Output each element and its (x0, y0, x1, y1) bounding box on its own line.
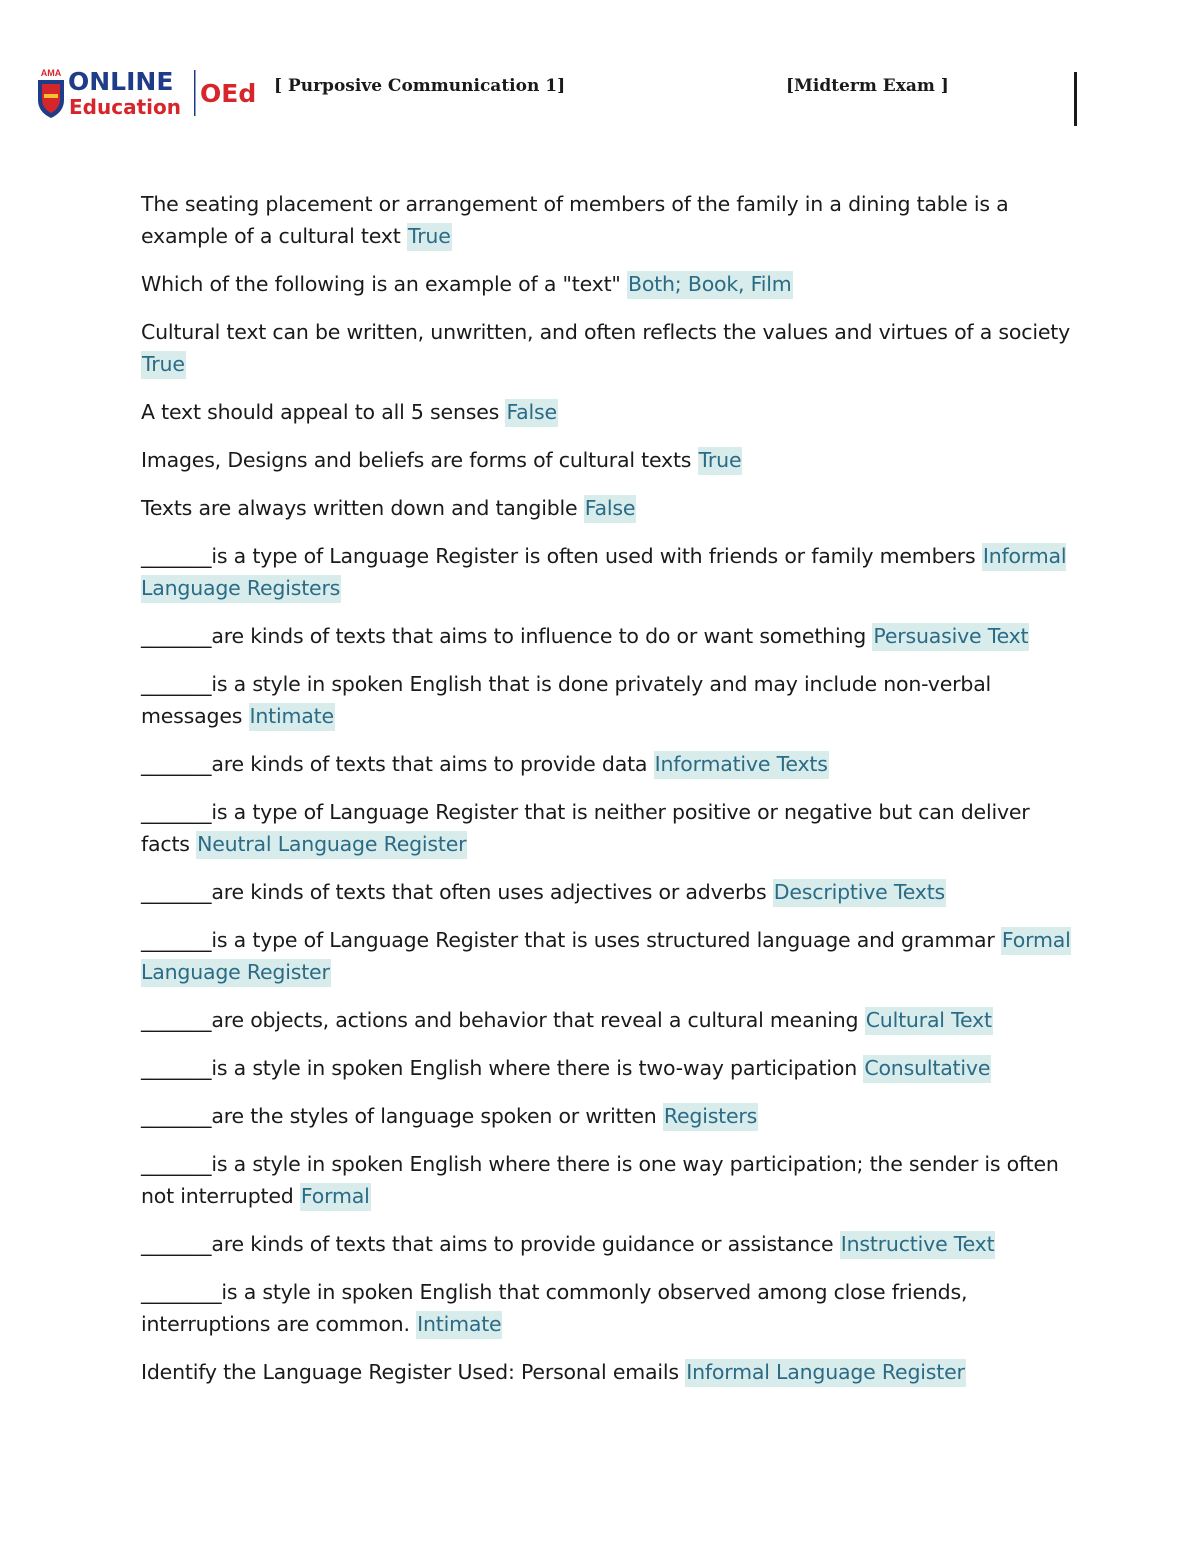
question-text: _______is a style in spoken English where there is two-way participation (141, 1056, 858, 1080)
question-item (141, 748, 1071, 780)
question-item (141, 444, 1071, 476)
header-vertical-rule (1074, 72, 1077, 126)
question-item (141, 1100, 1071, 1132)
shield-crest-icon (38, 68, 64, 118)
question-text: _______is a style in spoken English where there is one way participation; the sender is often not interrupted (141, 1152, 1059, 1208)
question-item (141, 396, 1071, 428)
question-text: Which of the following is an example of a "text" (141, 272, 621, 296)
answer-highlight: True (407, 223, 452, 251)
answer-highlight: True (141, 351, 186, 379)
logo-divider (194, 70, 196, 116)
answer-highlight: Informal Language Registers (141, 543, 1066, 603)
question-item (141, 1356, 1071, 1388)
answer-highlight: Intimate (416, 1311, 502, 1339)
question-text: _______are kinds of texts that often uses adjectives or adverbs (141, 880, 767, 904)
question-item (141, 1148, 1071, 1212)
question-item (141, 924, 1071, 988)
answer-highlight: Consultative (863, 1055, 991, 1083)
question-item (141, 268, 1071, 300)
svg-text:AMA: AMA (40, 68, 62, 78)
logo-education-text: Education (69, 95, 181, 119)
answer-highlight: Formal Language Register (141, 927, 1071, 987)
question-item (141, 1276, 1071, 1340)
question-item (141, 1228, 1071, 1260)
question-text: Cultural text can be written, unwritten, and often reflects the values and virtues of a society (141, 320, 1071, 344)
logo-oed-mark: OEd (200, 79, 257, 108)
question-item (141, 1004, 1071, 1036)
answer-highlight: True (698, 447, 743, 475)
question-item (141, 876, 1071, 908)
answer-highlight: Neutral Language Register (196, 831, 467, 859)
question-item (141, 620, 1071, 652)
question-item (141, 188, 1071, 252)
question-text: _______is a type of Language Register that is uses structured language and grammar (141, 928, 995, 952)
answer-highlight: False (505, 399, 557, 427)
answer-highlight: Descriptive Texts (773, 879, 946, 907)
question-text: _______is a type of Language Register that is neither positive or negative but can deliver facts (141, 800, 1030, 856)
exam-title: [Midterm Exam ] (786, 76, 949, 96)
question-text: _______are objects, actions and behavior that reveal a cultural meaning (141, 1008, 859, 1032)
question-text: ________is a style in spoken English that commonly observed among close friends, interruptions are common. (141, 1280, 968, 1336)
question-list (141, 188, 1071, 1404)
question-text: Identify the Language Register Used: Personal emails (141, 1360, 679, 1384)
answer-highlight: Informative Texts (654, 751, 829, 779)
answer-highlight: False (584, 495, 636, 523)
question-text: Images, Designs and beliefs are forms of cultural texts (141, 448, 692, 472)
course-title: [ Purposive Communication 1] (274, 76, 566, 96)
answer-highlight: Persuasive Text (872, 623, 1029, 651)
page-header (0, 0, 1200, 140)
question-text: _______are kinds of texts that aims to provide guidance or assistance (141, 1232, 834, 1256)
answer-highlight: Both; Book, Film (627, 271, 793, 299)
question-text: _______are kinds of texts that aims to provide data (141, 752, 648, 776)
question-item (141, 1052, 1071, 1084)
question-text: Texts are always written down and tangible (141, 496, 578, 520)
logo-online-text: ONLINE (68, 67, 174, 96)
question-item (141, 316, 1071, 380)
answer-highlight: Intimate (249, 703, 335, 731)
answer-highlight: Cultural Text (865, 1007, 993, 1035)
answer-highlight: Instructive Text (840, 1231, 996, 1259)
question-item (141, 668, 1071, 732)
question-item (141, 492, 1071, 524)
question-text: _______are kinds of texts that aims to influence to do or want something (141, 624, 867, 648)
question-text: _______is a style in spoken English that is done privately and may include non-verbal messages (141, 672, 992, 728)
online-education-logo (34, 64, 274, 120)
question-item (141, 796, 1071, 860)
question-text: _______are the styles of language spoken or written (141, 1104, 657, 1128)
answer-highlight: Informal Language Register (685, 1359, 966, 1387)
answer-highlight: Registers (663, 1103, 758, 1131)
question-text: A text should appeal to all 5 senses (141, 400, 500, 424)
question-text: _______is a type of Language Register is often used with friends or family members (141, 544, 976, 568)
question-text: The seating placement or arrangement of members of the family in a dining table is a example of a cultural text (141, 192, 1009, 248)
answer-highlight: Formal (300, 1183, 371, 1211)
question-item (141, 540, 1071, 604)
